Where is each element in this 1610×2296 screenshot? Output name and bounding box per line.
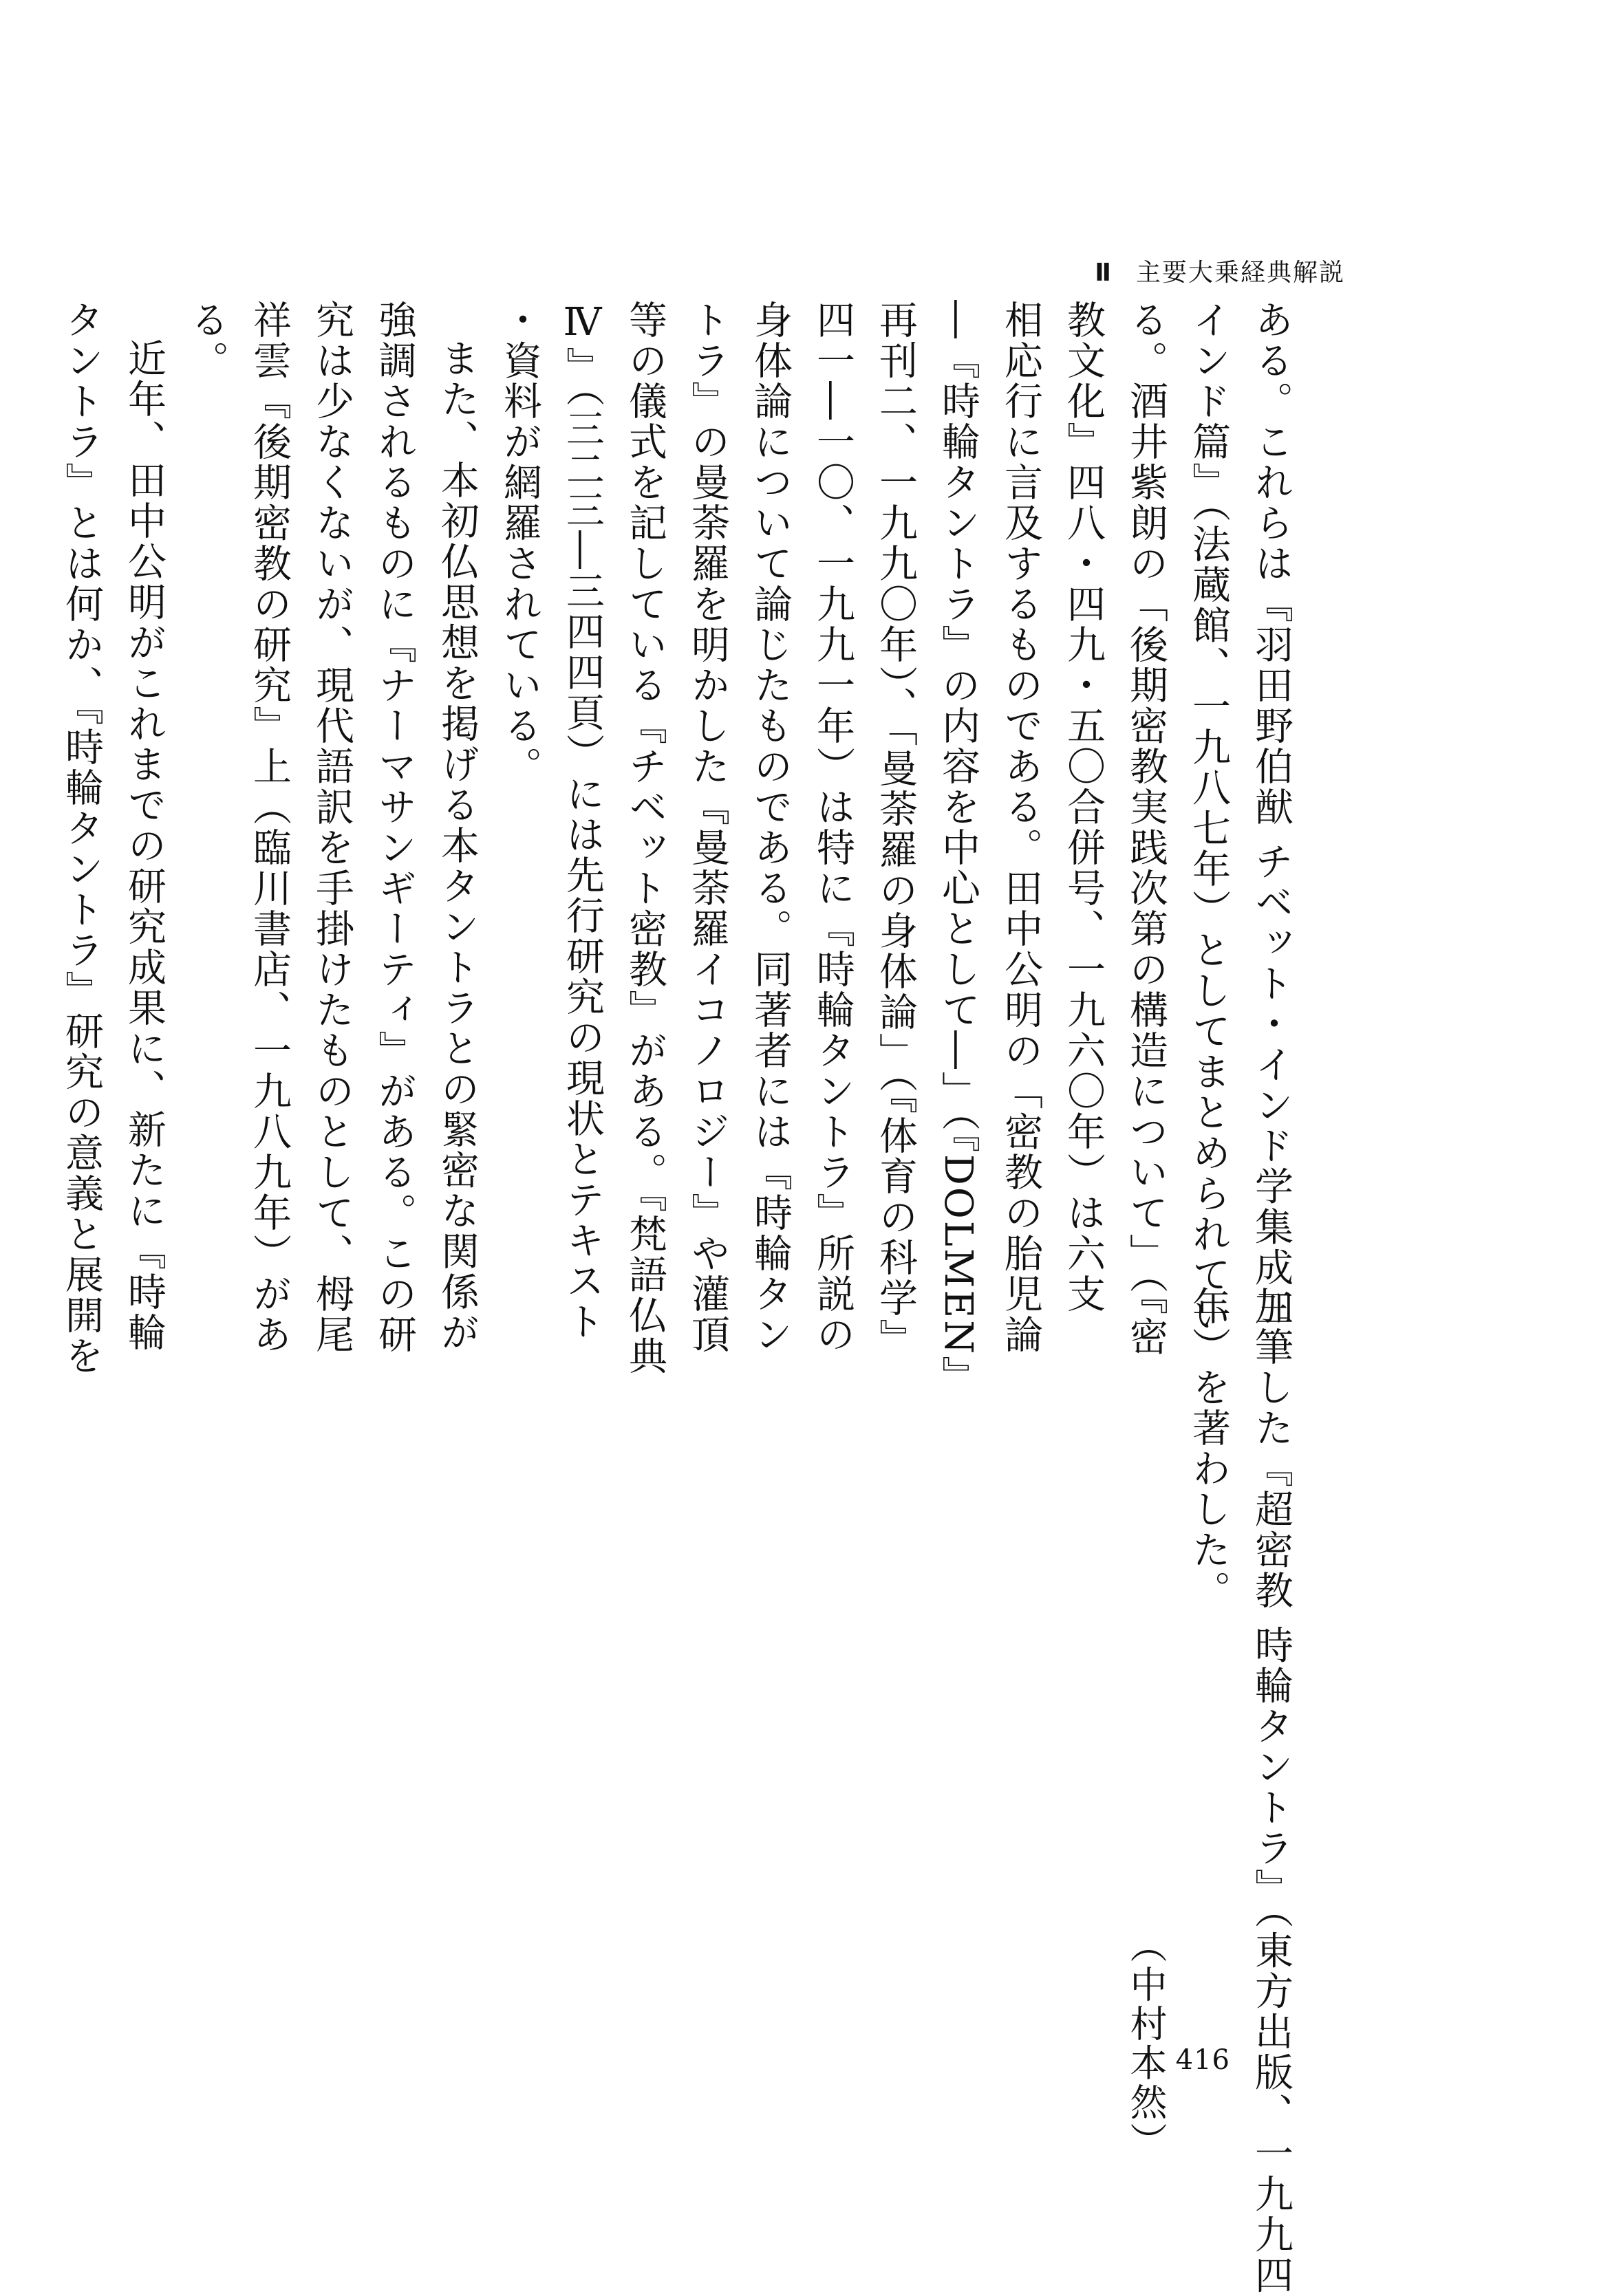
text-line: 相応行に言及するものである。田中公明の「密教の胎児論 [998,300,1043,1355]
text-line-paragraph-start: 近年、田中公明がこれまでの研究成果に、新たに『時輪 [122,338,167,1353]
text-line: 強調されるものに『ナーマサンギーティ』がある。この研 [372,300,417,1355]
text-line: 究は少なくないが、現代語訳を手掛けたものとして、栂尾 [310,300,354,1355]
running-head [1095,253,1345,288]
text-line: タントラ』とは何か、『時輪タントラ』研究の意義と展開を [59,300,104,1376]
body-text-upper [50,300,1302,1397]
text-line: 四一―一〇、一九九一年）は特に『時輪タントラ』所説の [811,300,855,1355]
text-line: 加筆した『超密教 時輪タントラ』（東方出版、一九九四 [1249,1286,1294,2296]
text-line: 教文化』四八・四九・五〇合併号、一九六〇年）は六支 [1061,300,1106,1314]
text-line: 等の儀式を記している『チベット密教』がある。『梵語仏典 [623,300,667,1376]
text-line: トラ』の曼荼羅を明かした『曼荼羅イコノロジー』や灌頂 [685,300,730,1355]
text-line: る。 [184,300,229,381]
text-line-paragraph-start: また、本初仏思想を掲げる本タントラとの緊密な関係が [435,338,480,1353]
text-line: 年）を著わした。 [1186,1286,1231,1611]
author-attribution: （中村本然） [1124,1926,1168,2161]
text-line: ある。これらは『羽田野伯猷 チベット・インド学集成三 [1249,300,1294,1329]
text-line: インド篇』（法蔵館、一九八七年）としてまとめられてい [1186,300,1231,1336]
running-head-section: Ⅱ [1095,259,1113,287]
text-line: ―『時輪タントラ』の内容を中心として―」（『DOLMEN』 [936,300,980,1397]
text-line: ・資料が網羅されている。 [497,300,542,787]
text-line: 祥雲『後期密教の研究』上（臨川書店、一九八九年）があ [247,300,292,1355]
text-line: 再刊二、一九九〇年）、「曼荼羅の身体論」（『体育の科学』 [873,300,918,1359]
text-line: る。酒井紫朗の「後期密教実践次第の構造について」（『密 [1124,300,1168,1357]
text-line: Ⅳ』（三二三―三四四頁）には先行研究の現状とテキスト [560,300,605,1342]
page-number: 416 [1175,2044,1230,2076]
text-line: 身体論について論じたものである。同著者には『時輪タン [748,300,793,1355]
running-head-title: 主要大乗経典解説 [1135,259,1345,287]
